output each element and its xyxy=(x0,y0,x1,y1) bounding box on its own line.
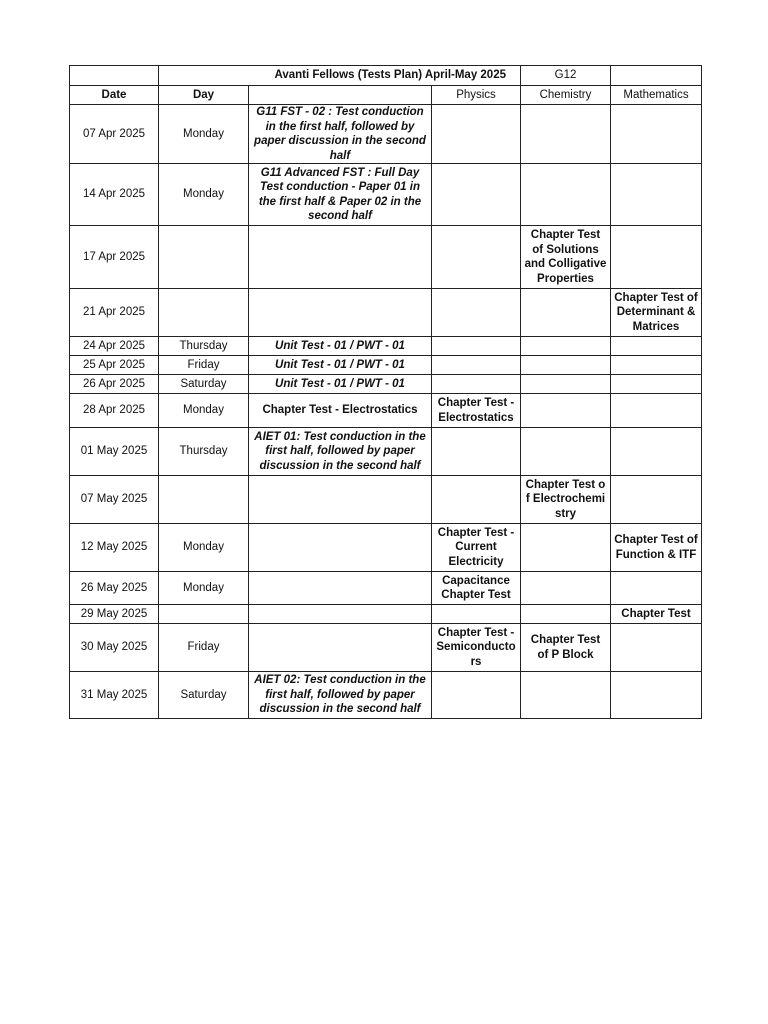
physics-cell xyxy=(432,476,521,524)
table-row xyxy=(70,624,702,672)
description-cell: G11 FST - 02 : Test conduction in the first half, followed by paper discussion in the second half xyxy=(249,105,432,164)
chemistry-cell xyxy=(521,428,611,476)
date-cell: 07 Apr 2025 xyxy=(70,105,159,164)
table-row xyxy=(70,337,702,356)
description-cell: Unit Test - 01 / PWT - 01 xyxy=(249,375,432,394)
physics-cell: Capacitance Chapter Test xyxy=(432,572,521,605)
mathematics-cell xyxy=(611,428,702,476)
day-cell: Monday xyxy=(159,524,249,572)
date-cell: 31 May 2025 xyxy=(70,672,159,719)
title-row xyxy=(70,66,702,86)
day-cell xyxy=(159,226,249,289)
day-cell: Monday xyxy=(159,394,249,428)
mathematics-cell xyxy=(611,375,702,394)
physics-cell xyxy=(432,337,521,356)
date-cell: 25 Apr 2025 xyxy=(70,356,159,375)
table-row xyxy=(70,672,702,719)
chemistry-cell xyxy=(521,394,611,428)
date-cell: 07 May 2025 xyxy=(70,476,159,524)
date-cell: 26 May 2025 xyxy=(70,572,159,605)
mathematics-cell xyxy=(611,672,702,719)
title-blank-cell xyxy=(611,66,702,86)
date-cell: 30 May 2025 xyxy=(70,624,159,672)
chemistry-cell xyxy=(521,605,611,624)
date-cell: 14 Apr 2025 xyxy=(70,164,159,226)
physics-cell xyxy=(432,428,521,476)
header-date: Date xyxy=(70,86,159,105)
day-cell: Thursday xyxy=(159,428,249,476)
table-row xyxy=(70,476,702,524)
mathematics-cell xyxy=(611,356,702,375)
mathematics-cell: Chapter Test of Determinant & Matrices xyxy=(611,289,702,337)
table-row xyxy=(70,226,702,289)
physics-cell xyxy=(432,356,521,375)
description-cell xyxy=(249,476,432,524)
date-cell: 28 Apr 2025 xyxy=(70,394,159,428)
table-row xyxy=(70,289,702,337)
date-cell: 12 May 2025 xyxy=(70,524,159,572)
date-cell: 29 May 2025 xyxy=(70,605,159,624)
mathematics-cell xyxy=(611,337,702,356)
description-cell xyxy=(249,624,432,672)
day-cell: Monday xyxy=(159,105,249,164)
physics-cell xyxy=(432,226,521,289)
day-cell: Friday xyxy=(159,624,249,672)
day-cell xyxy=(159,605,249,624)
date-cell: 01 May 2025 xyxy=(70,428,159,476)
chemistry-cell xyxy=(521,289,611,337)
physics-cell xyxy=(432,164,521,226)
chemistry-cell xyxy=(521,105,611,164)
day-cell xyxy=(159,476,249,524)
mathematics-cell xyxy=(611,624,702,672)
day-cell: Saturday xyxy=(159,672,249,719)
grade-label: G12 xyxy=(521,66,611,86)
physics-cell xyxy=(432,672,521,719)
table-row xyxy=(70,356,702,375)
day-cell: Friday xyxy=(159,356,249,375)
day-cell: Monday xyxy=(159,164,249,226)
table-row xyxy=(70,164,702,226)
chemistry-cell xyxy=(521,672,611,719)
chemistry-cell: Chapter Test of Solutions and Colligative Properties xyxy=(521,226,611,289)
physics-cell: Chapter Test - Electrostatics xyxy=(432,394,521,428)
day-cell: Monday xyxy=(159,572,249,605)
description-cell: Unit Test - 01 / PWT - 01 xyxy=(249,356,432,375)
description-cell xyxy=(249,226,432,289)
header-chemistry: Chemistry xyxy=(521,86,611,105)
date-cell: 17 Apr 2025 xyxy=(70,226,159,289)
title-blank-cell xyxy=(70,66,159,86)
description-cell xyxy=(249,289,432,337)
description-cell: Chapter Test - Electrostatics xyxy=(249,394,432,428)
table-row xyxy=(70,605,702,624)
header-row xyxy=(70,86,702,105)
mathematics-cell xyxy=(611,105,702,164)
mathematics-cell xyxy=(611,226,702,289)
chemistry-cell xyxy=(521,356,611,375)
date-cell: 21 Apr 2025 xyxy=(70,289,159,337)
day-cell: Saturday xyxy=(159,375,249,394)
description-cell: AIET 02: Test conduction in the first half, followed by paper discussion in the second half xyxy=(249,672,432,719)
date-cell: 24 Apr 2025 xyxy=(70,337,159,356)
day-cell xyxy=(159,289,249,337)
header-description xyxy=(249,86,432,105)
table-row xyxy=(70,394,702,428)
chemistry-cell xyxy=(521,337,611,356)
mathematics-cell xyxy=(611,476,702,524)
chemistry-cell xyxy=(521,375,611,394)
physics-cell: Chapter Test - Current Electricity xyxy=(432,524,521,572)
table-row xyxy=(70,105,702,164)
description-cell xyxy=(249,524,432,572)
tests-plan-table xyxy=(69,65,702,719)
mathematics-cell: Chapter Test of Function & ITF xyxy=(611,524,702,572)
table-row xyxy=(70,572,702,605)
header-day: Day xyxy=(159,86,249,105)
chemistry-cell xyxy=(521,164,611,226)
physics-cell xyxy=(432,605,521,624)
table-row xyxy=(70,375,702,394)
header-mathematics: Mathematics xyxy=(611,86,702,105)
chemistry-cell xyxy=(521,572,611,605)
physics-cell xyxy=(432,105,521,164)
description-cell xyxy=(249,572,432,605)
chemistry-cell: Chapter Test of P Block xyxy=(521,624,611,672)
date-cell: 26 Apr 2025 xyxy=(70,375,159,394)
header-physics: Physics xyxy=(432,86,521,105)
description-cell: AIET 01: Test conduction in the first half, followed by paper discussion in the second half xyxy=(249,428,432,476)
physics-cell xyxy=(432,289,521,337)
description-cell xyxy=(249,605,432,624)
mathematics-cell: Chapter Test xyxy=(611,605,702,624)
physics-cell: Chapter Test - Semiconductors xyxy=(432,624,521,672)
table-row xyxy=(70,428,702,476)
plan-title: Avanti Fellows (Tests Plan) April-May 2025 xyxy=(159,66,521,86)
physics-cell xyxy=(432,375,521,394)
description-cell: G11 Advanced FST : Full Day Test conduction - Paper 01 in the first half & Paper 02 in the second half xyxy=(249,164,432,226)
mathematics-cell xyxy=(611,394,702,428)
mathematics-cell xyxy=(611,164,702,226)
mathematics-cell xyxy=(611,572,702,605)
day-cell: Thursday xyxy=(159,337,249,356)
chemistry-cell xyxy=(521,524,611,572)
chemistry-cell: Chapter Test of Electrochemistry xyxy=(521,476,611,524)
table-row xyxy=(70,524,702,572)
description-cell: Unit Test - 01 / PWT - 01 xyxy=(249,337,432,356)
